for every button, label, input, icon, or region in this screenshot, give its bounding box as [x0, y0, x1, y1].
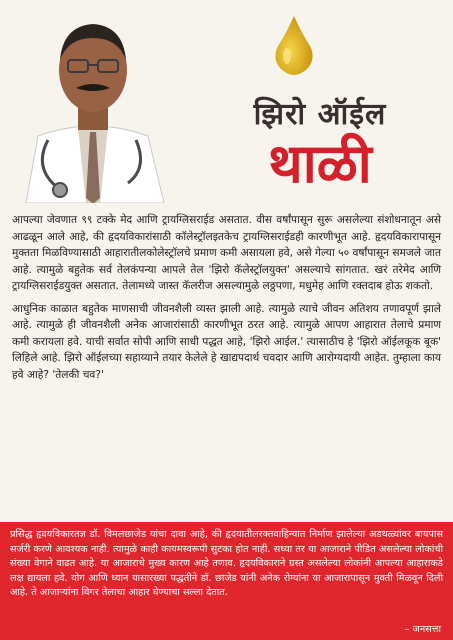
oil-drop-icon	[272, 14, 316, 76]
book-title-line-2: थाळी	[268, 132, 372, 195]
quote-source: – जनसत्ता	[404, 624, 441, 635]
blurb-paragraph-2: आधुनिक काळात बहुतेक माणसाची जीवनशैली व्यस्त झाली आहे. त्यामुळे त्याचे जीवन अतिशय तणावपूर्ण झाले आहे. त्यामुळे ही जीवनशैली अनेक आजारांसाठी कारणीभूत ठरत आहे. त्यामुळे आपण आहारात तेलाचे प्रमाण कमी करायला हवे. याची सर्वात सोपी आणि साधी पद्धत आहे, 'झिरो आईल.' त्यासाठीच हे 'झिरो ऑईलकूक बूक' लिहिले आहे. झिरो ऑईलच्या सहाय्याने तयार केलेले हे खाद्यपदार्थ चवदार आणि आरोग्यदायी आहेत. तुम्हाला काय हवे आहे? 'तेलकी चव?'	[12, 302, 441, 381]
doctor-photo	[8, 8, 178, 203]
quote-text: प्रसिद्ध हृदयविकारतज्ञ डॉ. विमलछाजेड यांचा दावा आहे, की हृदयातीलरक्तवाहिन्यात निर्माण झालेल्या अडथळ्यांवर बायपास सर्जरी करणे आवश्यक नाही. त्यामुळे काही कायमस्वरूपी सुटका होत नाही. सध्या तर या आजाराने पीडित असलेल्या लोकांची संख्या वेगाने वाढत आहे. या आजाराचे मुख्य कारण आहे तणाव. हृदयविकाराने ग्रस्त असलेल्या लोकांनी आपल्या आहाराकडे लक्ष द्यायला हवे. योग आणि ध्यान यासारख्या पद्धतीने डॉ. छाजेड यांनी अनेक रोग्यांना या आजारापासून मुक्ती मिळवून दिली आहे. ते आजाऱ्यांना विगर तेलाचा आहार घेण्याचा सल्ला देतात.	[10, 529, 443, 599]
book-title-line-1: झिरो ऑईल	[253, 97, 387, 132]
blurb-paragraph-1: आपल्या जेवणात ९९ टक्के मेद आणि ट्रायग्लिसराईड असतात. वीस वर्षांपासून सुरू असलेल्या संशोधनातून असे आढळून आले आहे, की हृदयविकारांसाठी कॉलेस्ट्रॉलइतकेच ट्रायग्लिसराईडही कारणीभूत आहे. हृदयविकारापासून मुक्तता मिळविण्यासाठी आहारातीलकोलेस्ट्रॉलचे प्रमाण कमी असायला हवे, असे गेल्या ५० वर्षांपासून समजले जात आहे. त्यामुळे बहुतेक सर्व तेलकंपन्या आपले तेल 'झिरो कॅलेस्ट्रॉलयुक्त' असल्याचे सांगतात. खरं तरेमेद आणि ट्रायग्लिसराईडयुक्त असतात. तेलामध्ये जास्त कॅलरीज असल्यामुळे लठ्ठपणा, मधुमेह आणि रक्तदाब होऊ शकतो.	[12, 214, 442, 292]
blurb-text	[12, 212, 441, 389]
